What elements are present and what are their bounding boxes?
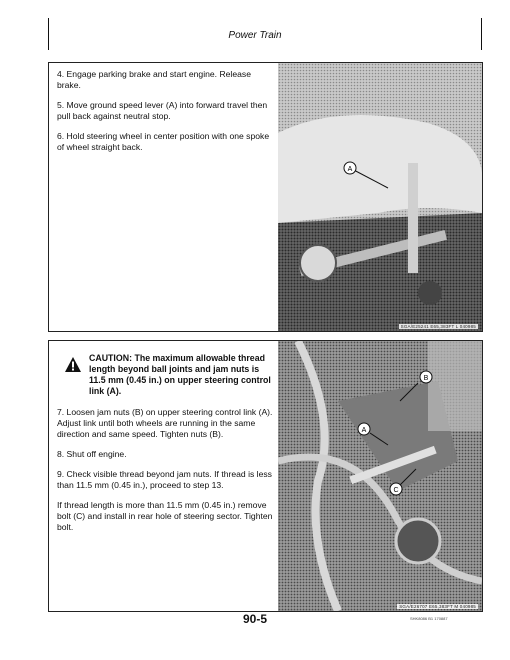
instructions-1: [57, 69, 275, 162]
procedure-block-1: [48, 62, 483, 332]
photo-caption-2: SGA/E26707 E65,383FT M 040985: [399, 604, 476, 609]
step-8: 8. Shut off engine.: [57, 449, 127, 459]
photo-steering-control-link: [278, 341, 482, 611]
photo-ground-speed-lever: [278, 63, 482, 331]
step-7: 7. Loosen jam nuts (B) on upper steering control link (A). Adjust link until both wheels are running in the same direction and same speed. Tighten nuts (B).: [57, 407, 273, 439]
procedure-block-2: [48, 340, 483, 612]
step-5: 5. Move ground speed lever (A) into forward travel then pull back against neutral stop.: [57, 100, 268, 121]
callout-c: C: [393, 487, 399, 494]
caution-notice: [57, 353, 275, 397]
photo-caption-1: SGA/E25241 E65,383FT L 040985: [400, 324, 476, 329]
step-4: 4. Engage parking brake and start engine. Release brake.: [57, 69, 251, 90]
section-header: Power Train: [228, 30, 282, 41]
step-6: 6. Hold steering wheel in center position with one spoke of wheel straight back.: [57, 131, 270, 152]
caution-text: CAUTION: The maximum allowable thread length beyond ball joints and jam nuts is 11.5 mm (0.45 in.) on upper steering control link (A).: [89, 353, 271, 396]
warning-icon: [65, 357, 81, 375]
step-9-note: If thread length is more than 11.5 mm (0.45 in.) remove bolt (C) and install in rear hole of steering sector. Tighten bolt.: [57, 500, 273, 532]
document-code: SHK8086 B1 170887: [410, 616, 448, 621]
callout-a: A: [347, 166, 353, 173]
callout-a: A: [361, 427, 367, 434]
page-number: 90-5: [242, 612, 268, 626]
callout-b: B: [423, 375, 429, 382]
step-9: 9. Check visible thread beyond jam nuts. If thread is less than 11.5 mm (0.45 in.), proceed to step 13.: [57, 469, 272, 490]
instructions-2: [57, 347, 275, 542]
